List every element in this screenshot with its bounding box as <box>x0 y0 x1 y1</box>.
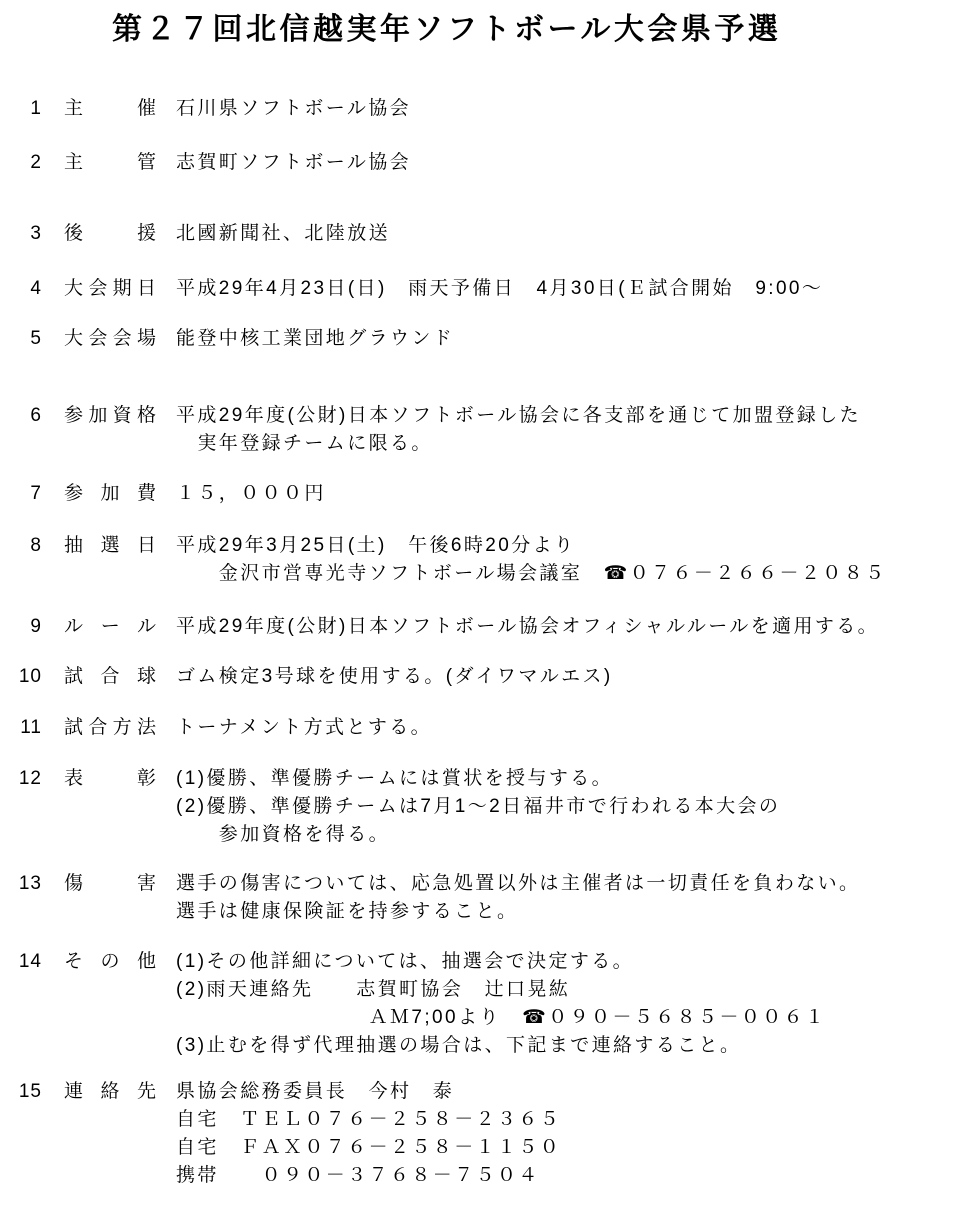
content-line: 北國新聞社、北陸放送 <box>176 223 391 244</box>
item-content <box>176 532 976 588</box>
item-content <box>176 714 976 742</box>
content-line: (3)止むを得ず代理抽選の場合は、下記まで連絡すること。 <box>176 1035 742 1056</box>
item-content <box>176 95 976 123</box>
content-line: 選手は健康保険証を持参すること。 <box>176 901 519 922</box>
content-line: 金沢市営専光寺ソフトボール場会議室 ☎０７６－２６６－２０８５ <box>176 563 887 584</box>
content-line: 携帯 ０９０－３７６８－７５０４ <box>176 1165 540 1186</box>
item-content <box>176 220 976 248</box>
content-line: 平成29年度(公財)日本ソフトボール協会オフィシャルルールを適用する。 <box>176 616 880 637</box>
item-number: 8 <box>30 535 42 556</box>
item-label: 主管 <box>64 152 156 173</box>
item-content <box>176 325 976 353</box>
item-label: 後援 <box>64 223 156 244</box>
content-line: 平成29年4月23日(日) 雨天予備日 4月30日(Ｅ試合開始 9:00～ <box>176 278 824 299</box>
content-line: 能登中核工業団地グラウンド <box>176 328 455 349</box>
item-label: 主催 <box>64 98 156 119</box>
page-title: 第２７回北信越実年ソフトボール大会県予選 <box>112 13 782 46</box>
item-label: ルール <box>64 616 156 637</box>
item-label: 大会会場 <box>64 328 156 349</box>
item-content <box>176 765 976 849</box>
item-content <box>176 613 976 641</box>
item-number: 9 <box>30 616 42 637</box>
content-line: (2)雨天連絡先 志賀町協会 辻口晃紘 <box>176 979 571 1000</box>
item-number: 13 <box>18 873 42 894</box>
item-number: 6 <box>30 405 42 426</box>
item-content <box>176 480 976 508</box>
item-label: 試合方法 <box>64 717 156 738</box>
item-content <box>176 948 976 1060</box>
content-line: (2)優勝、準優勝チームは7月1～2日福井市で行われる本大会の <box>176 796 781 817</box>
item-content <box>176 149 976 177</box>
item-label: 大会期日 <box>64 278 156 299</box>
content-line: 平成29年3月25日(土) 午後6時20分より <box>176 535 576 556</box>
item-label: 抽選日 <box>64 535 156 556</box>
content-line: 自宅 ＴＥＬ０７６－２５８－２３６５ <box>176 1109 562 1130</box>
content-line: 自宅 ＦＡＸ０７６－２５８－１１５０ <box>176 1137 562 1158</box>
content-line: 実年登録チームに限る。 <box>176 433 433 454</box>
content-line: (1)その他詳細については、抽選会で決定する。 <box>176 951 635 972</box>
item-number: 5 <box>30 328 42 349</box>
content-line: (1)優勝、準優勝チームには賞状を授与する。 <box>176 768 614 789</box>
item-content <box>176 1078 976 1190</box>
item-number: 7 <box>30 483 42 504</box>
item-number: 1 <box>30 98 42 119</box>
item-label: 表彰 <box>64 768 156 789</box>
content-line: 参加資格を得る。 <box>176 824 391 845</box>
item-content <box>176 402 976 458</box>
content-line: 選手の傷害については、応急処置以外は主催者は一切責任を負わない。 <box>176 873 861 894</box>
item-label: 試合球 <box>64 666 156 687</box>
content-line: ゴム検定3号球を使用する。(ダイワマルエス) <box>176 666 613 687</box>
item-content <box>176 870 976 926</box>
content-line: 平成29年度(公財)日本ソフトボール協会に各支部を通じて加盟登録した <box>176 405 862 426</box>
item-number: 3 <box>30 223 42 244</box>
item-label: 傷害 <box>64 873 156 894</box>
content-line: １５，０００円 <box>176 483 326 504</box>
content-line: ＡＭ7;00より ☎０９０－５６８５－００６１ <box>176 1007 827 1028</box>
item-number: 12 <box>18 768 42 789</box>
item-number: 11 <box>20 717 42 738</box>
item-number: 2 <box>30 152 42 173</box>
content-line: 県協会総務委員長 今村 泰 <box>176 1081 455 1102</box>
item-label: 連絡先 <box>64 1081 156 1102</box>
content-line: 石川県ソフトボール協会 <box>176 98 412 119</box>
item-content <box>176 663 976 691</box>
item-number: 10 <box>18 666 42 687</box>
content-line: 志賀町ソフトボール協会 <box>176 152 412 173</box>
item-number: 15 <box>18 1081 42 1102</box>
content-line: トーナメント方式とする。 <box>176 717 433 738</box>
item-label: その他 <box>64 951 156 972</box>
item-label: 参加資格 <box>64 405 156 426</box>
item-number: 14 <box>18 951 42 972</box>
item-content <box>176 275 976 303</box>
item-label: 参加費 <box>64 483 156 504</box>
item-number: 4 <box>30 278 42 299</box>
